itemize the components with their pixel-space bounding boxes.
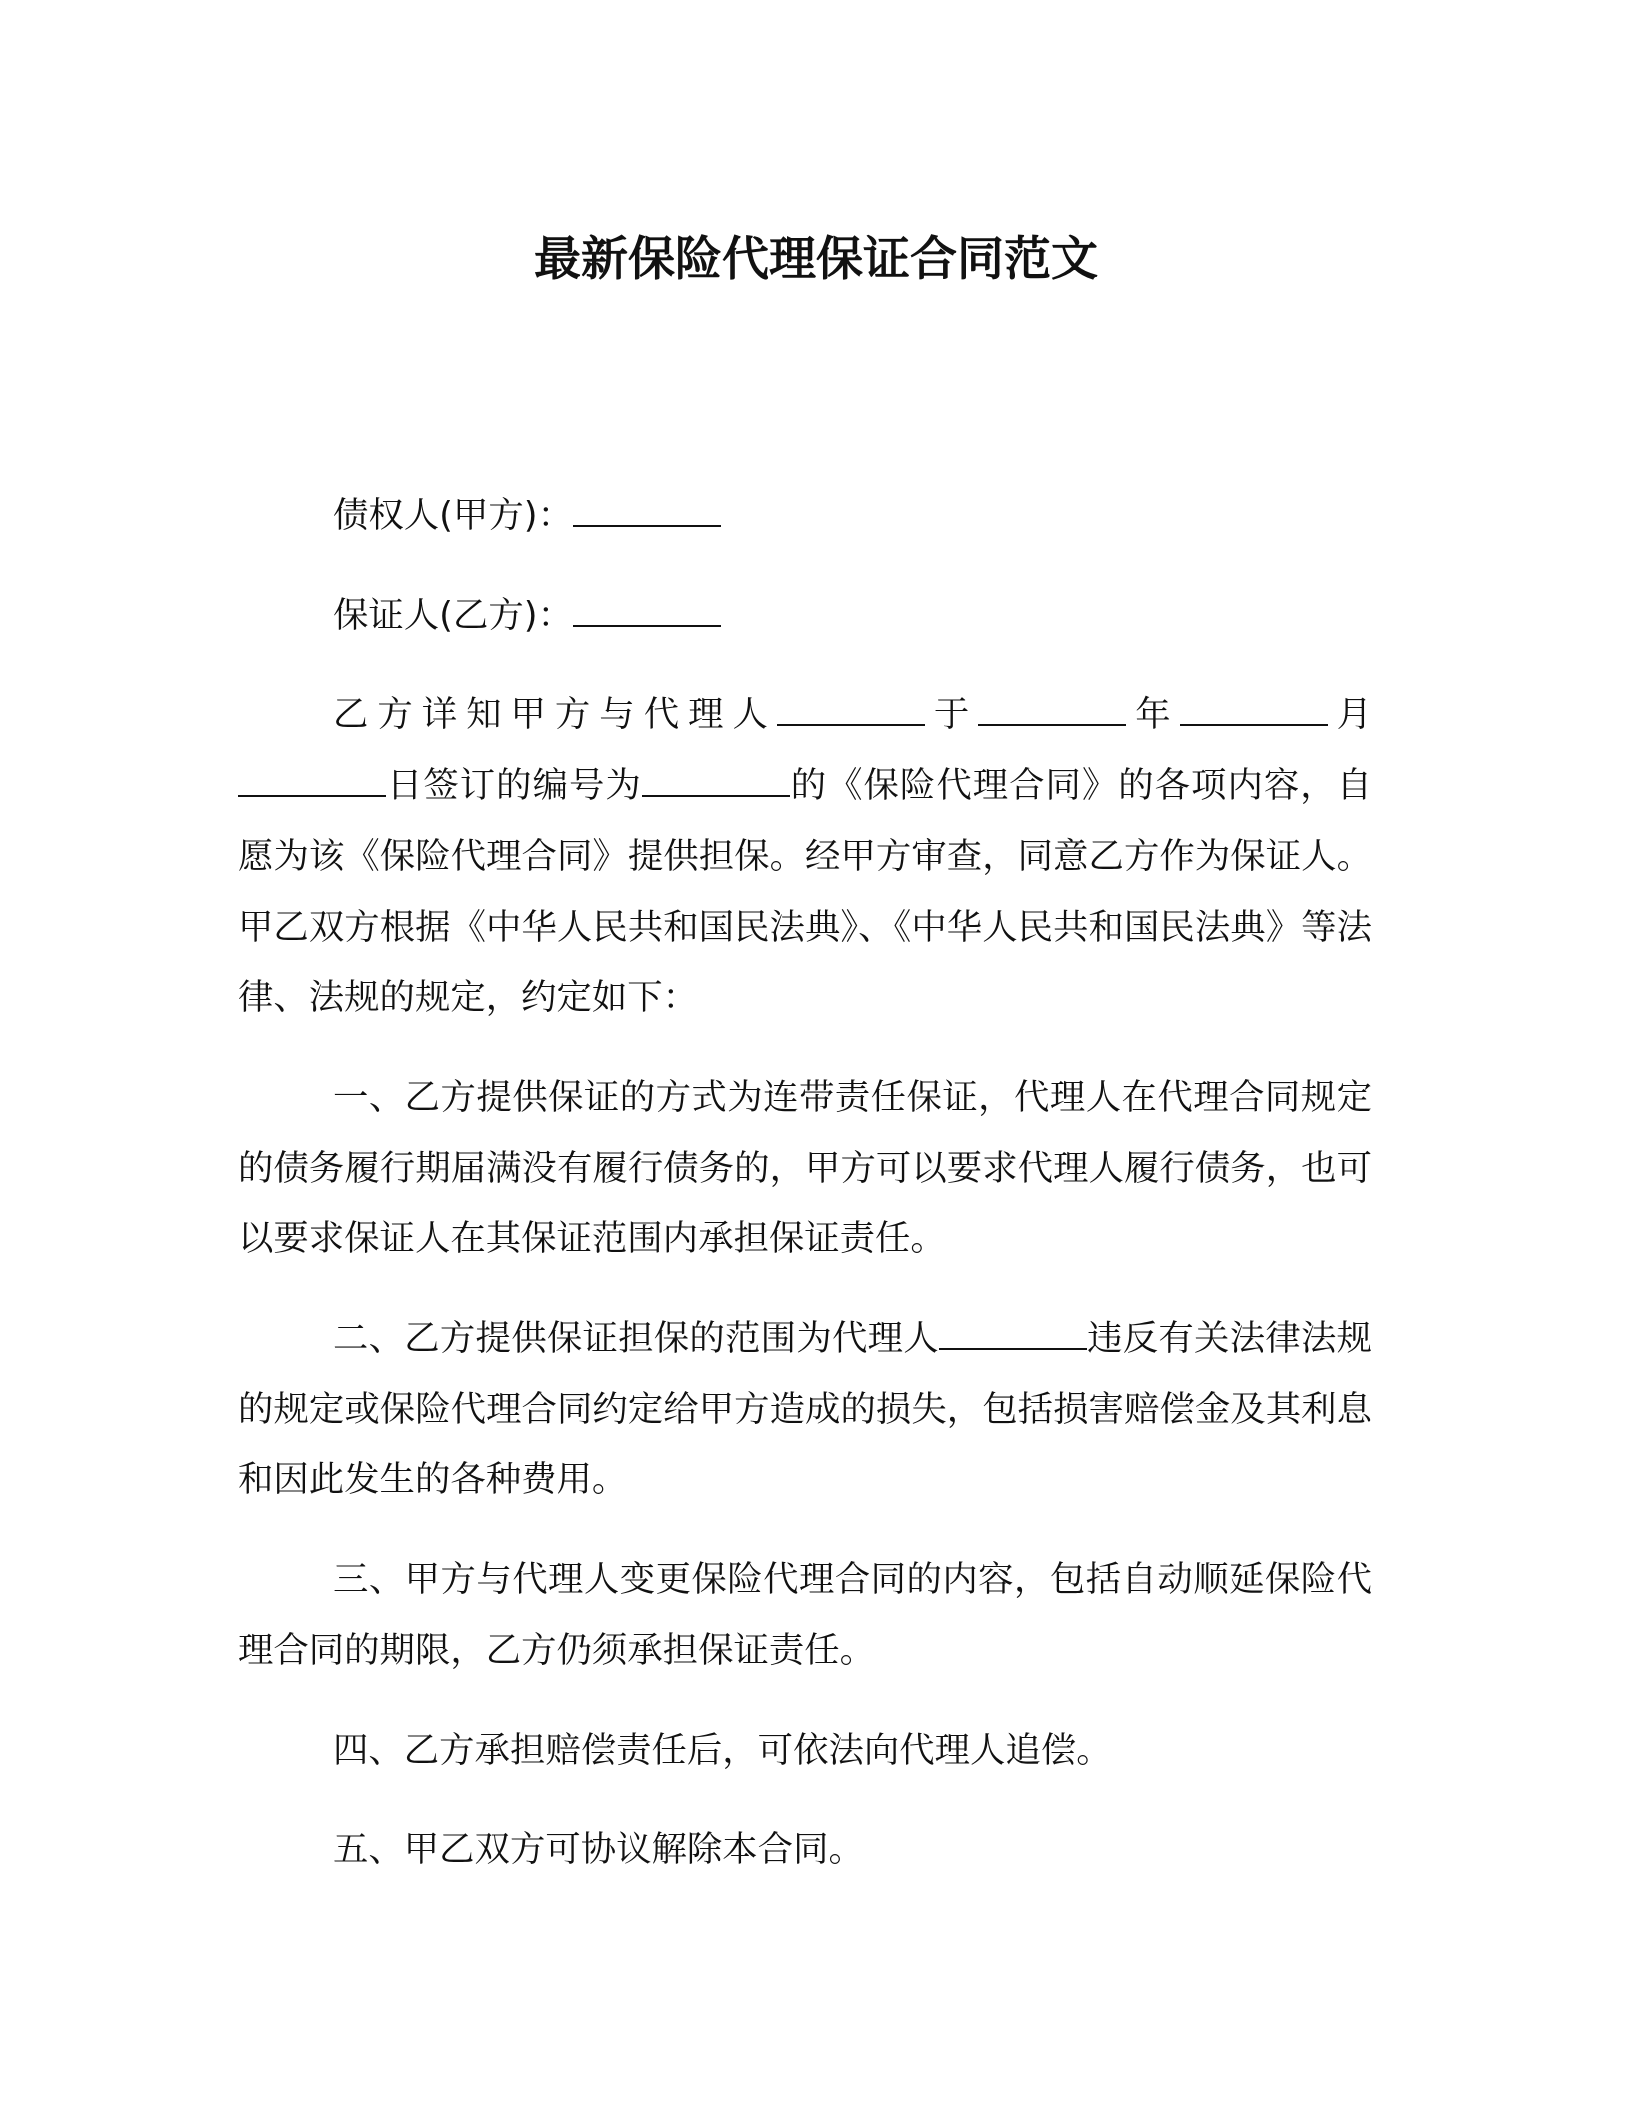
paragraph-text: 保证人(乙方)： xyxy=(333,594,573,636)
paragraph-text: 违反有关法律法规的规定或保险代理合同约定给甲方造成的损失，包括损害赔偿金及其利息和因此发生的各种费用。 xyxy=(238,1318,1373,1501)
fill-in-blank xyxy=(238,765,386,797)
fill-in-blank xyxy=(978,694,1126,726)
paragraph-text: 债权人(甲方)： xyxy=(333,495,573,536)
contract-paragraph xyxy=(238,1716,1372,1787)
paragraph-text: 一、乙方提供保证的方式为连带责任保证，代理人在代理合同规定的债务履行期届满没有履行债务的，甲方可以要求代理人履行债务，也可以要求保证人在其保证范围内承担保证责任。 xyxy=(238,1076,1372,1260)
fill-in-blank xyxy=(939,1318,1087,1350)
contract-paragraph xyxy=(238,1545,1372,1686)
paragraph-text: 乙方详知甲方与代理人 xyxy=(333,694,777,736)
contract-paragraph xyxy=(238,680,1372,1034)
contract-paragraph xyxy=(238,481,1372,552)
paragraph-text: 于 xyxy=(924,694,979,736)
fill-in-blank xyxy=(573,595,721,627)
paragraph-text: 四、乙方承担赔偿责任后，可依法向代理人追偿。 xyxy=(333,1729,1112,1771)
contract-paragraph xyxy=(238,581,1372,652)
fill-in-blank xyxy=(777,694,925,726)
contract-paragraph xyxy=(238,1304,1372,1516)
fill-in-blank xyxy=(642,765,790,797)
fill-in-blank xyxy=(573,495,721,527)
paragraph-text: 年 xyxy=(1126,694,1180,736)
paragraph-text: 日签订的编号为 xyxy=(386,765,642,807)
fill-in-blank xyxy=(1180,694,1328,726)
document-body xyxy=(238,481,1372,1915)
paragraph-text: 的《保险代理合同》的各项内容，自愿为该《保险代理合同》提供担保。经甲方审查，同意乙方作为保证人。甲乙双方根据《中华人民共和国民法典》、《中华人民共和国民法典》等法律、法规的规定，约定如下： xyxy=(238,765,1373,1019)
paragraph-text: 五、甲乙双方可协议解除本合同。 xyxy=(333,1829,864,1871)
paragraph-text: 月 xyxy=(1327,694,1373,736)
contract-paragraph xyxy=(238,1063,1372,1275)
paragraph-text: 三、甲方与代理人变更保险代理合同的内容，包括自动顺延保险代理合同的期限，乙方仍须承担保证责任。 xyxy=(238,1559,1372,1671)
contract-paragraph xyxy=(238,1815,1372,1886)
paragraph-text: 二、乙方提供保证担保的范围为代理人 xyxy=(333,1318,939,1360)
document-title: 最新保险代理保证合同范文 xyxy=(534,232,1098,287)
